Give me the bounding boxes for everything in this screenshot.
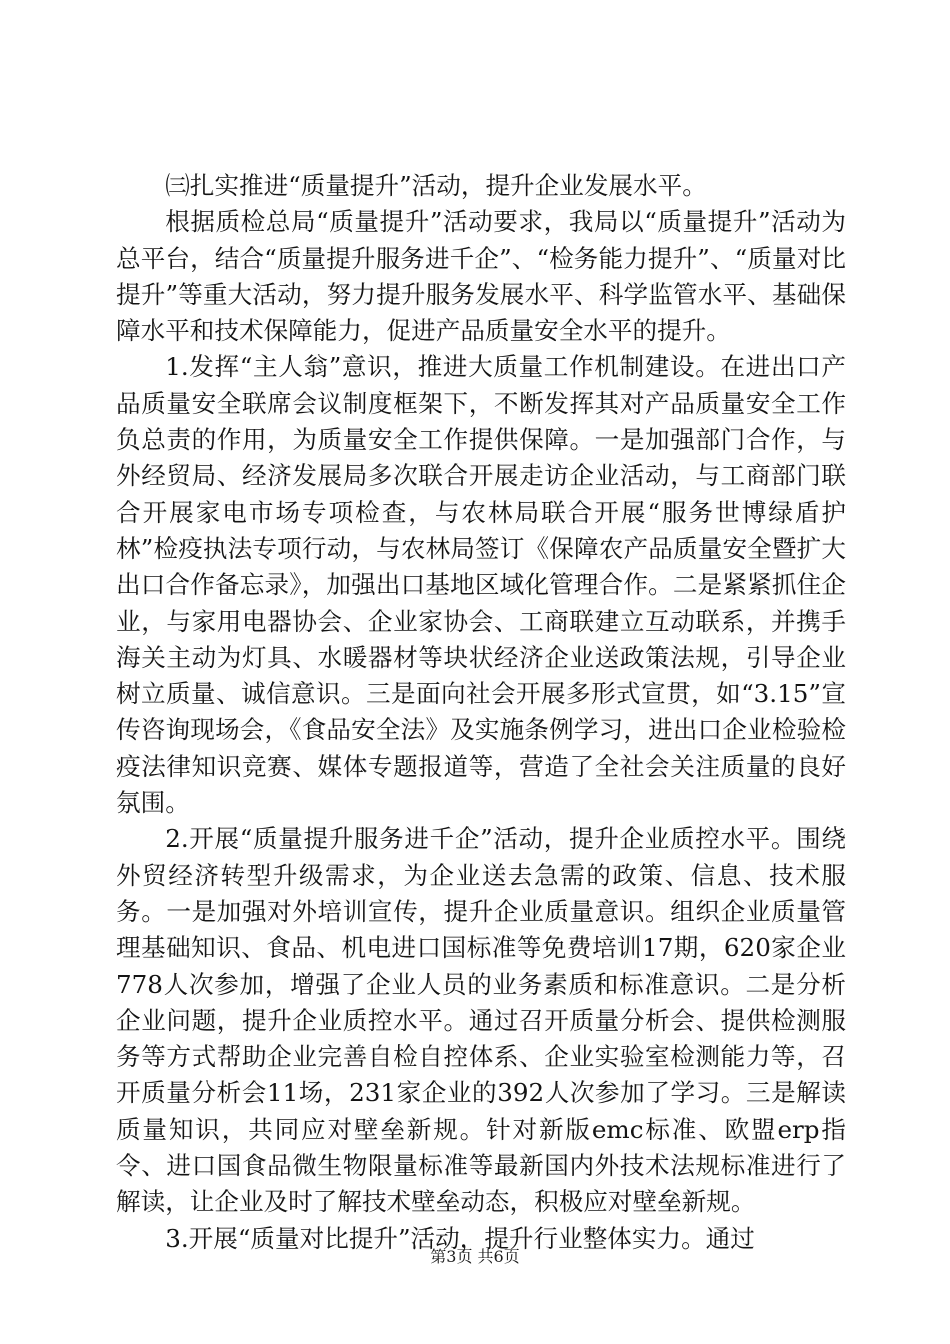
section-heading: ㈢扎实推进“质量提升”活动，提升企业发展水平。 bbox=[165, 171, 707, 200]
item-2-paragraph: 2.开展“质量提升服务进千企”活动，提升企业质控水平。围绕外贸经济转型升级需求，为企业送去急需的政策、信息、技术服务。一是加强对外培训宣传，提升企业质量意识。组织企业质量管理基础知识、食品、机电进口国标准等免费培训17期，620家企业778人次参加，增强了企业人员的业务素质和标准意识。二是分析企业问题，提升企业质控水平。通过召开质量分析会、提供检测服务等方式帮助企业完善自检自控体系、企业实验室检测能力等，召开质量分析会11场，231家企业的392人次参加了学习。三是解读质量知识，共同应对壁垒新规。针对新版emc标准、欧盟erp指令、进口国食品微生物限量标准等最新国内外技术法规标准进行了解读，让企业及时了解技术壁垒动态，积极应对壁垒新规。 bbox=[116, 824, 846, 1217]
document-body bbox=[116, 168, 846, 1257]
page-number-footer: 第3页 共6页 bbox=[430, 1247, 520, 1266]
item-3-paragraph: 3.开展“质量对比提升”活动，提升行业整体实力。通过 bbox=[165, 1223, 755, 1253]
intro-paragraph: 根据质检总局“质量提升”活动要求，我局以“质量提升”活动为总平台，结合“质量提升服务进千企”、“检务能力提升”、“质量对比提升”等重大活动，努力提升服务发展水平、科学监管水平、基础保障水平和技术保障能力，促进产品质量安全水平的提升。 bbox=[116, 207, 846, 346]
item-1-paragraph: 1.发挥“主人翁”意识，推进大质量工作机制建设。在进出口产品质量安全联席会议制度框架下，不断发挥其对产品质量安全工作负总责的作用，为质量安全工作提供保障。一是加强部门合作，与外经贸局、经济发展局多次联合开展走访企业活动，与工商部门联合开展家电市场专项检查，与农林局联合开展“服务世博绿盾护林”检疫执法专项行动，与农林局签订《保障农产品质量安全暨扩大出口合作备忘录》，加强出口基地区域化管理合作。二是紧紧抓住企业，与家用电器协会、企业家协会、工商联建立互动联系，并携手海关主动为灯具、水暖器材等块状经济企业送政策法规，引导企业树立质量、诚信意识。三是面向社会开展多形式宣贯，如“3.15”宣传咨询现场会，《食品安全法》及实施条例学习，进出口企业检验检疫法律知识竞赛、媒体专题报道等，营造了全社会关注质量的良好氛围。 bbox=[116, 352, 846, 818]
